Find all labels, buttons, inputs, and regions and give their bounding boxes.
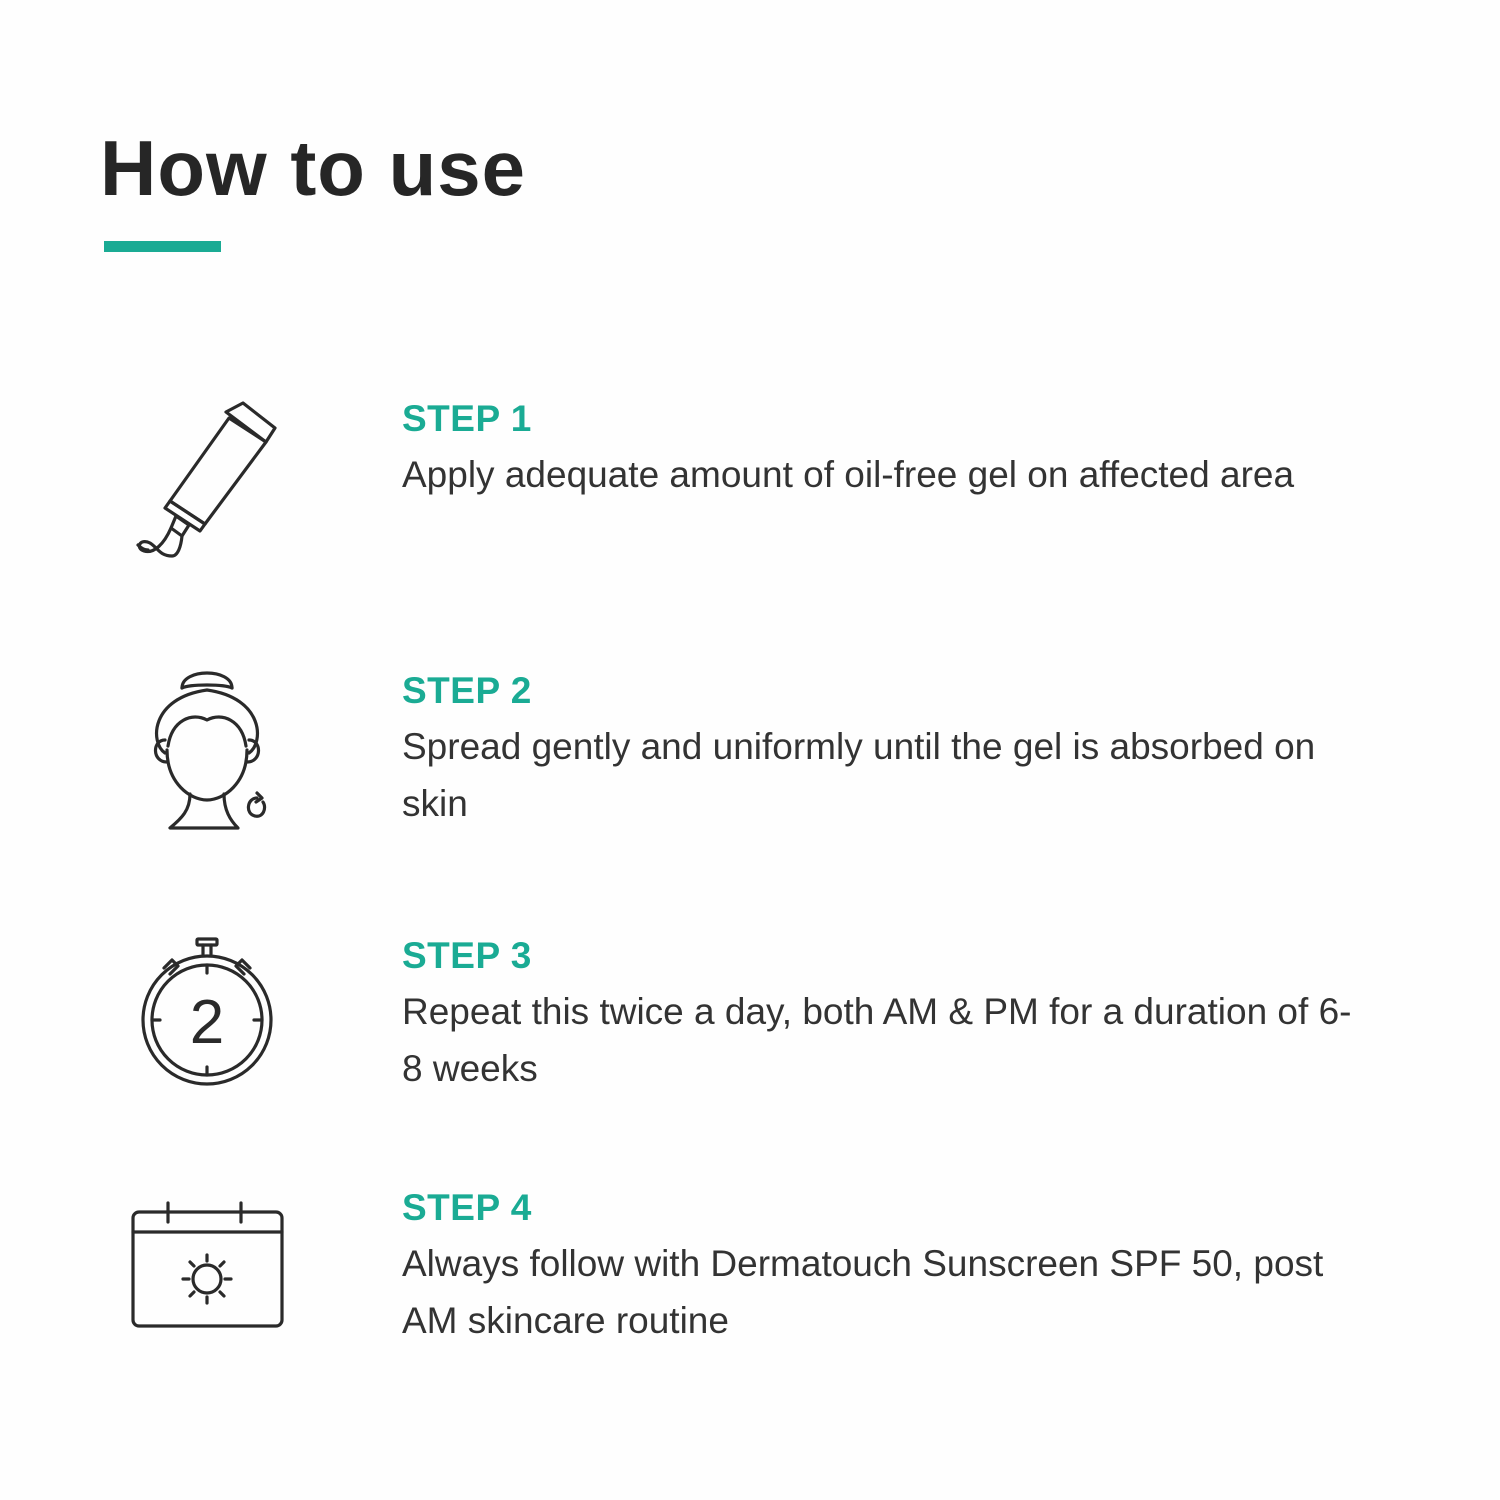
stopwatch-digit: 2 [189, 988, 225, 1057]
face-massage-icon [120, 658, 300, 838]
step-1-label: STEP 1 [402, 398, 532, 439]
step-3-label: STEP 3 [402, 935, 532, 976]
step-2-description: Spread gently and uniformly until the gel is absorbed on skin [402, 726, 1316, 824]
step-1-text [402, 396, 1402, 503]
step-1-description: Apply adequate amount of oil-free gel on affected area [402, 454, 1295, 495]
page-title: How to use [100, 124, 527, 212]
step-3-description: Repeat this twice a day, both AM & PM for a duration of 6-8 weeks [402, 991, 1352, 1089]
stopwatch-icon [120, 930, 300, 1110]
step-4-label: STEP 4 [402, 1187, 532, 1228]
step-2-label: STEP 2 [402, 670, 532, 711]
title-underline [104, 241, 221, 252]
step-4-description: Always follow with Dermatouch Sunscreen SPF 50, post AM skincare routine [402, 1243, 1324, 1341]
gel-tube-icon [120, 398, 300, 578]
calendar-sun-icon [120, 1185, 300, 1365]
step-4-text [402, 1185, 1402, 1349]
step-3-text [402, 933, 1402, 1097]
step-2-text [402, 668, 1402, 832]
